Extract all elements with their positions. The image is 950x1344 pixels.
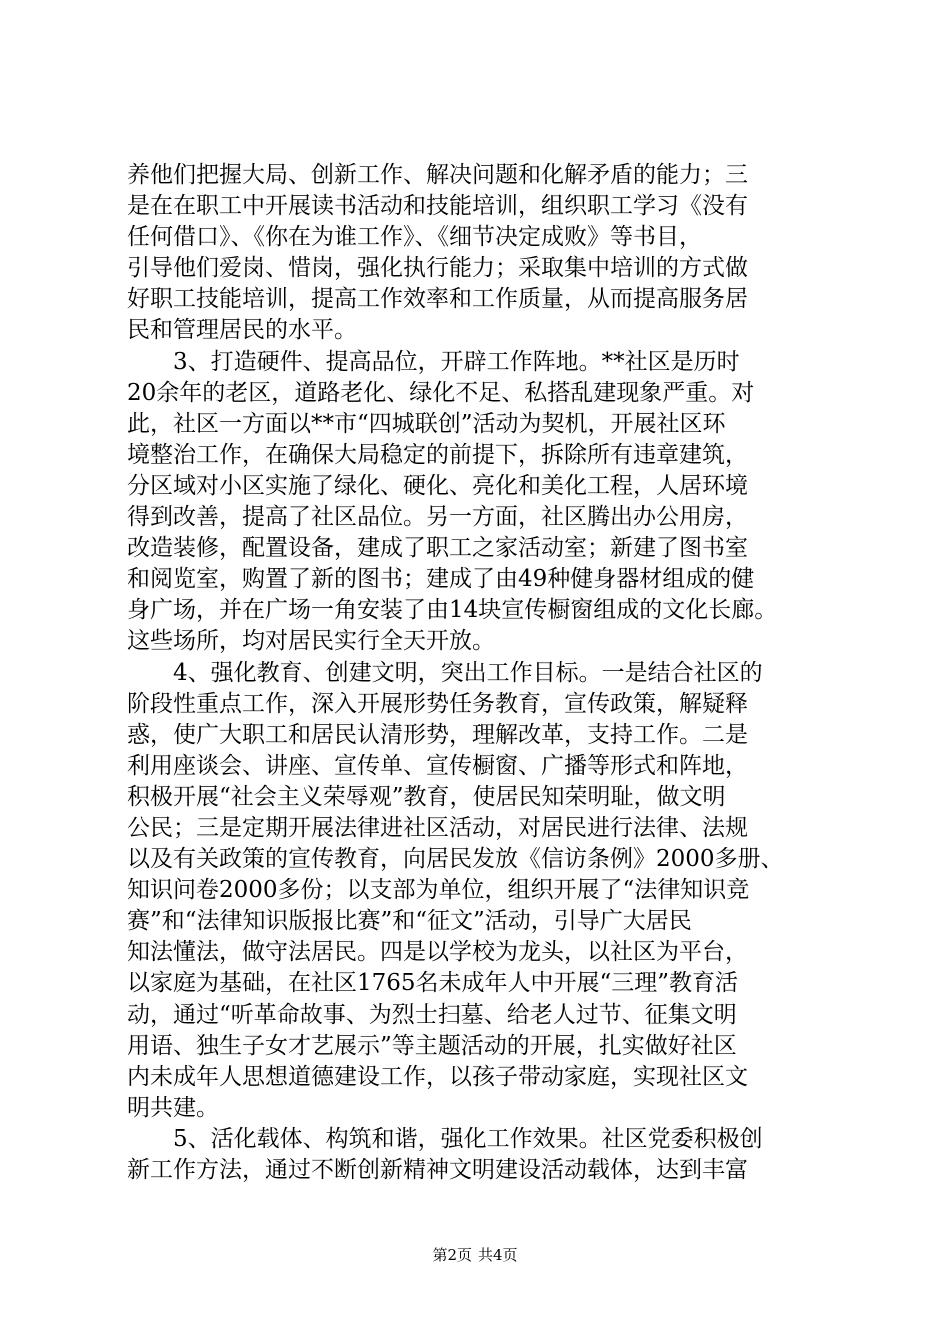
text-line: 阶段性重点工作，深入开展形势任务教育，宣传政策，解疑释: [127, 690, 748, 717]
text-line: 民和管理居民的水平。: [127, 317, 357, 344]
text-line: 3、打造硬件、提高品位，开辟工作阵地。**社区是历时: [127, 348, 740, 375]
text-line: 任何借口》、《你在为谁工作》、《细节决定成败》等书目，: [127, 224, 702, 251]
page-footer: [0, 1245, 950, 1265]
text-line: 以及有关政策的宣传教育，向居民发放《信访条例》2000多册、: [127, 846, 784, 873]
text-line: 引导他们爱岗、惜岗，强化执行能力；采取集中培训的方式做: [127, 255, 748, 282]
text-line: 和阅览室，购置了新的图书；建成了由49种健身器材组成的健: [127, 566, 755, 593]
text-line: 4、强化教育、创建文明，突出工作目标。一是结合社区的: [127, 659, 763, 686]
document-body: [127, 160, 827, 1186]
text-line: 动，通过“听革命故事、为烈士扫墓、给老人过节、征集文明: [127, 1001, 737, 1028]
text-line: 这些场所，均对居民实行全天开放。: [127, 628, 495, 655]
text-line: 明共建。: [127, 1094, 219, 1121]
text-line: 利用座谈会、讲座、宣传单、宣传橱窗、广播等形式和阵地，: [127, 752, 748, 779]
text-line: 境整治工作，在确保大局稳定的前提下，拆除所有违章建筑，: [127, 441, 748, 468]
text-line: 5、活化载体、构筑和谐，强化工作效果。社区党委积极创: [127, 1125, 763, 1152]
text-line: 身广场，并在广场一角安装了由14块宣传橱窗组成的文化长廊。: [127, 597, 778, 624]
text-line: 积极开展“社会主义荣辱观”教育，使居民知荣明耻，做文明: [127, 783, 726, 810]
text-line: 好职工技能培训，提高工作效率和工作质量，从而提高服务居: [127, 286, 748, 313]
text-line: 分区域对小区实施了绿化、硬化、亮化和美化工程，人居环境: [127, 472, 748, 499]
text-line: 改造装修，配置设备，建成了职工之家活动室；新建了图书室: [127, 535, 748, 562]
text-line: 养他们把握大局、创新工作、解决问题和化解矛盾的能力；三: [127, 162, 748, 188]
text-line: 新工作方法，通过不断创新精神文明建设活动载体，达到丰富: [127, 1157, 748, 1183]
text-line: 以家庭为基础，在社区1765名未成年人中开展“三理”教育活: [127, 970, 739, 997]
text-line: 此，社区一方面以**市“四城联创”活动为契机，开展社区环: [127, 410, 726, 437]
text-line: 20余年的老区，道路老化、绿化不足、私搭乱建现象严重。对: [127, 379, 755, 406]
text-line: 赛”和“法律知识版报比赛”和“征文”活动，引导广大居民: [127, 908, 692, 935]
text-line: 用语、独生子女才艺展示”等主题活动的开展，扎实做好社区: [127, 1032, 737, 1059]
text-line: 公民；三是定期开展法律进社区活动，对居民进行法律、法规: [127, 814, 748, 841]
text-line: 惑，使广大职工和居民认清形势，理解改革，支持工作。二是: [127, 721, 748, 748]
text-line: 内未成年人思想道德建设工作，以孩子带动家庭，实现社区文: [127, 1063, 748, 1090]
text-line: 得到改善，提高了社区品位。另一方面，社区腾出办公用房，: [127, 504, 748, 531]
text-line: 知识问卷2000多份；以支部为单位，组织开展了“法律知识竞: [127, 877, 750, 904]
page-number-total: 共4页: [478, 1246, 518, 1264]
text-line: 是在在职工中开展读书活动和技能培训，组织职工学习《没有: [127, 193, 748, 220]
page-number-current: 第2页: [432, 1246, 472, 1264]
text-line: 知法懂法，做守法居民。四是以学校为龙头，以社区为平台，: [127, 939, 748, 966]
